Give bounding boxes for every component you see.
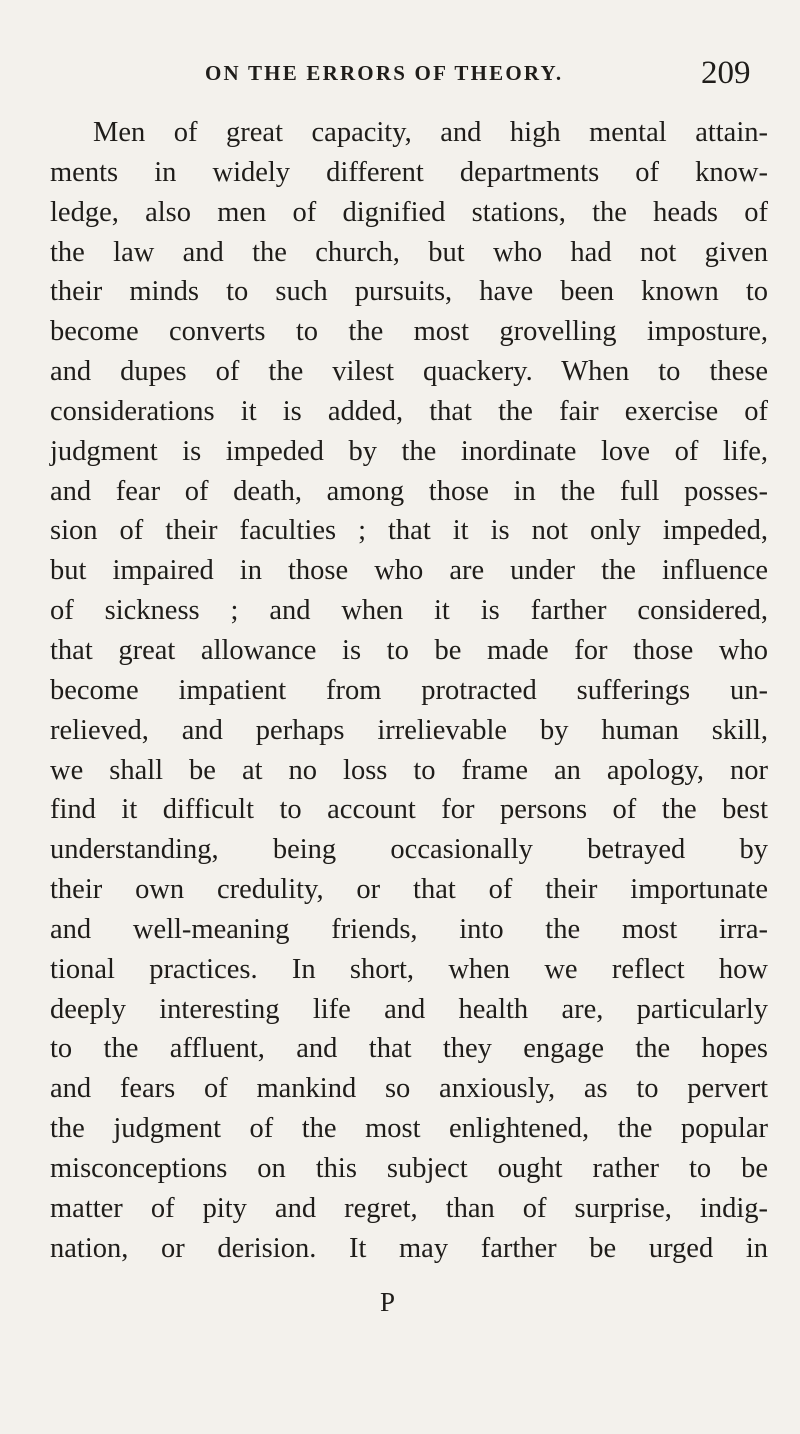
text-line: and fears of mankind so anxiously, as to pervert bbox=[50, 1073, 768, 1105]
text-line: become converts to the most grovelling imposture, bbox=[50, 316, 768, 348]
text-line: but impaired in those who are under the influence bbox=[50, 555, 768, 587]
text-line: their minds to such pursuits, have been known to bbox=[50, 276, 768, 308]
text-line: that great allowance is to be made for those who bbox=[50, 634, 768, 666]
text-line: find it difficult to account for persons of the best bbox=[50, 794, 768, 826]
text-line: and dupes of the vilest quackery. When to these bbox=[50, 356, 768, 388]
body-text bbox=[50, 113, 768, 1268]
text-line: understanding, being occasionally betrayed by bbox=[50, 834, 768, 866]
text-line: their own credulity, or that of their importunate bbox=[50, 874, 768, 906]
text-line: judgment is impeded by the inordinate love of life, bbox=[50, 435, 768, 467]
text-line: and well-meaning friends, into the most irra- bbox=[50, 913, 768, 945]
text-line: matter of pity and regret, than of surprise, indig- bbox=[50, 1192, 768, 1224]
text-line: tional practices. In short, when we reflect how bbox=[50, 953, 768, 985]
text-line: deeply interesting life and health are, particularly bbox=[50, 993, 768, 1025]
text-line: the judgment of the most enlightened, the popular bbox=[50, 1113, 768, 1145]
text-line: misconceptions on this subject ought rather to be bbox=[50, 1152, 768, 1184]
text-line: ledge, also men of dignified stations, the heads of bbox=[50, 196, 768, 228]
text-line: become impatient from protracted sufferings un- bbox=[50, 674, 768, 706]
text-line: the law and the church, but who had not given bbox=[50, 236, 768, 268]
signature-mark: P bbox=[380, 1287, 396, 1317]
page-number: 209 bbox=[701, 55, 751, 91]
text-line: and fear of death, among those in the full posses- bbox=[50, 475, 768, 507]
text-line: Men of great capacity, and high mental attain- bbox=[93, 117, 768, 148]
running-head bbox=[0, 55, 800, 95]
running-title: ON THE ERRORS OF THEORY. bbox=[205, 61, 564, 85]
text-line: considerations it is added, that the fair exercise of bbox=[50, 395, 768, 427]
text-line: we shall be at no loss to frame an apology, nor bbox=[50, 754, 768, 786]
text-line: sion of their faculties ; that it is not only impeded, bbox=[50, 515, 768, 547]
text-line: of sickness ; and when it is farther considered, bbox=[50, 595, 768, 627]
text-line: ments in widely different departments of know- bbox=[50, 156, 768, 188]
text-line: relieved, and perhaps irrelievable by human skill, bbox=[50, 714, 768, 746]
text-line: nation, or derision. It may farther be urged in bbox=[50, 1232, 768, 1264]
text-line: to the affluent, and that they engage the hopes bbox=[50, 1033, 768, 1065]
